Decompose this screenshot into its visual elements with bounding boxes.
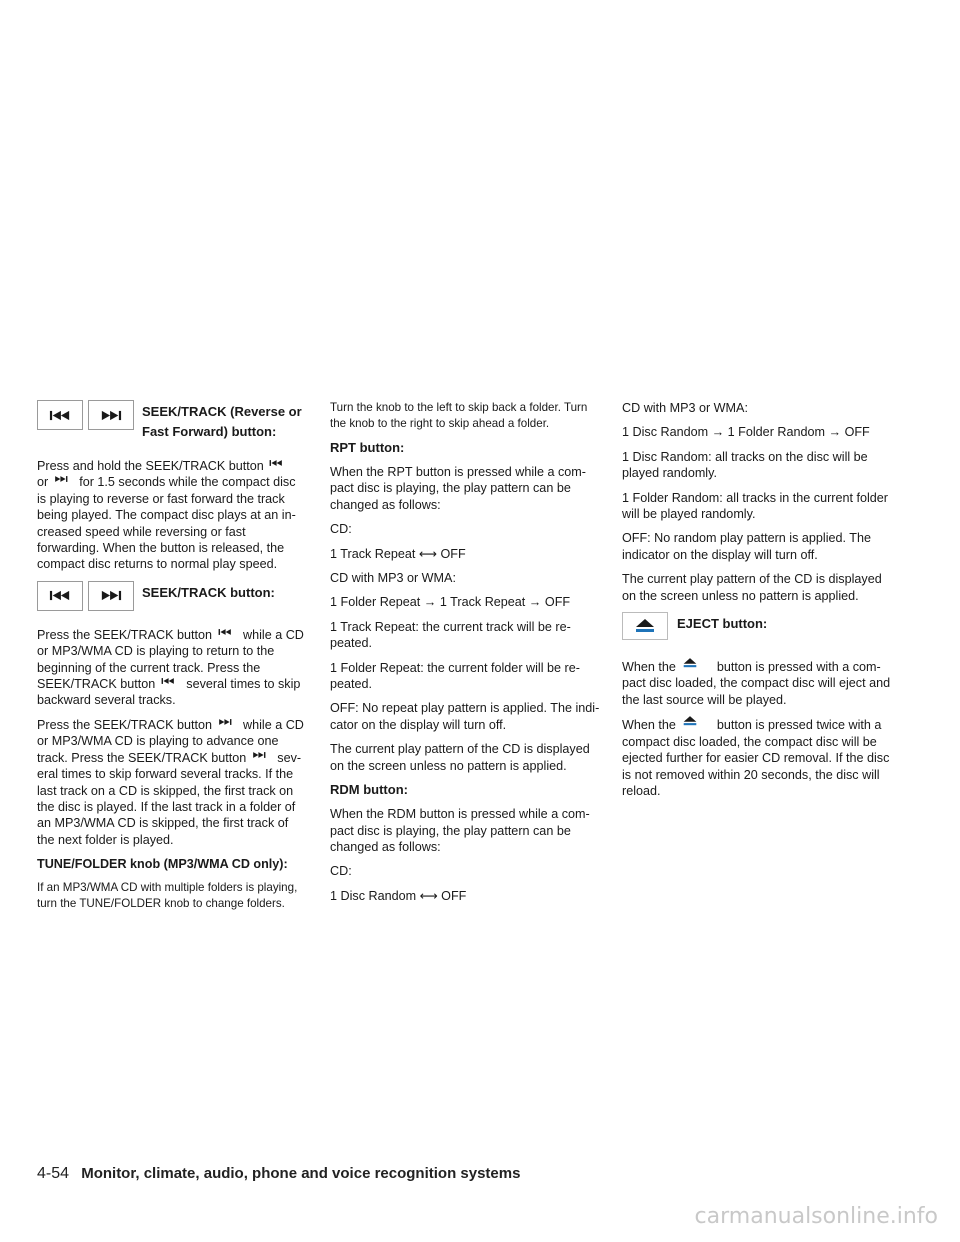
folder-repeat-desc: 1 Folder Repeat: the current folder will be repeated. xyxy=(330,660,580,692)
eject-paragraph-1 xyxy=(622,658,892,708)
skip-back-icon xyxy=(218,628,232,636)
rpt-cd-sequence: 1 Track Repeat ⟷ OFF xyxy=(330,546,466,561)
skip-forward-icon xyxy=(252,751,266,759)
repeat-current-pattern: The current play pattern of the CD is displayed on the screen unless no pattern is applied. xyxy=(330,742,590,773)
text: several times to skip forward several tracks. If the last track on a CD is skipped, the first track on the disc is played. If the last track in a folder of an MP3/WMA CD is skipped, the first track of the next folder is played. xyxy=(37,750,302,847)
reverse-button-graphic xyxy=(37,581,83,611)
text: When the xyxy=(622,718,676,733)
skip-forward-icon xyxy=(100,410,122,421)
tune-folder-heading: TUNE/FOLDER knob (MP3/WMA CD only): xyxy=(37,857,288,872)
tune-folder-paragraph: If an MP3/WMA CD with multiple folders is playing, turn the TUNE/FOLDER knob to change folders. xyxy=(37,881,298,911)
text: or xyxy=(37,475,49,490)
text: for 1.5 seconds while the compact disc is playing to reverse or fast forward the track being played. The compact disc plays at an increased speed while reversing or fast forwarding. When the button is released, the compact disc returns to normal play speed. xyxy=(37,475,296,572)
text: Press the SEEK/TRACK button xyxy=(37,717,212,732)
rpt-cd-label: CD: xyxy=(330,522,352,537)
rpt-heading: RPT button: xyxy=(330,440,405,455)
random-off-desc: OFF: No random play pattern is applied. The indicator on the display will turn off. xyxy=(622,531,871,562)
text: Press and hold the SEEK/TRACK button xyxy=(37,459,264,473)
column-1 xyxy=(37,400,307,920)
hold-seek-paragraph xyxy=(37,458,307,573)
tune-folder-continued: Turn the knob to the left to skip back a folder. Turn the knob to the right to skip ahead a folder. xyxy=(330,401,588,430)
rdm-heading: RDM button: xyxy=(330,782,408,798)
track-repeat-desc: 1 Track Repeat: the current track will be repeated. xyxy=(330,619,571,651)
text: while a CD or MP3/WMA CD is playing to advance one track. Press the SEEK/TRACK button xyxy=(37,717,304,765)
rpt-mp3-label: CD with MP3 or WMA: xyxy=(330,571,456,586)
forward-button-graphic xyxy=(88,581,134,611)
reverse-button-graphic xyxy=(37,400,83,430)
skip-back-icon xyxy=(269,459,283,467)
forward-button-graphic xyxy=(88,400,134,430)
page-number: 4-54 xyxy=(37,1165,70,1182)
column-3 xyxy=(622,400,892,807)
rdm-cd-label: CD: xyxy=(330,864,352,879)
text: When the xyxy=(622,660,676,675)
text: several times to skip backward several tracks. xyxy=(37,677,301,708)
page-footer xyxy=(37,1165,520,1183)
rdm-intro: When the RDM button is pressed while a compact disc is playing, the play pattern can be changed as follows: xyxy=(330,807,590,854)
section-title: Monitor, climate, audio, phone and voice recognition systems xyxy=(81,1165,521,1182)
seek-track-heading-1: SEEK/TRACK (Reverse or Fast Forward) button: xyxy=(142,404,302,439)
text: Press the SEEK/TRACK button xyxy=(37,627,212,642)
eject-button-graphic xyxy=(622,612,668,640)
eject-heading: EJECT button: xyxy=(677,616,768,632)
disc-random-desc: 1 Disc Random: all tracks on the disc will be played randomly. xyxy=(622,449,868,481)
watermark: carmanualsonline.info xyxy=(694,1204,938,1229)
eject-icon xyxy=(683,658,697,668)
rpt-mp3-sequence: 1 Folder Repeat → 1 Track Repeat → OFF xyxy=(330,595,571,610)
seek-track-reverse-fast-forward-header xyxy=(37,400,307,448)
rdm-mp3-sequence: 1 Disc Random → 1 Folder Random → OFF xyxy=(622,425,870,440)
seek-track-header xyxy=(37,581,307,617)
eject-icon xyxy=(683,716,697,726)
folder-random-desc: 1 Folder Random: all tracks in the current folder will be played randomly. xyxy=(622,490,888,522)
repeat-off-desc: OFF: No repeat play pattern is applied. The indicator on the display will turn off. xyxy=(330,701,600,732)
text: button is pressed twice with a compact disc loaded, the compact disc will be ejected further for easier CD removal. If the disc is not removed within 20 seconds, the disc will reload. xyxy=(622,718,890,798)
rdm-mp3-label: CD with MP3 or WMA: xyxy=(622,401,748,415)
seek-back-paragraph xyxy=(37,627,307,709)
seek-track-heading-2: SEEK/TRACK button: xyxy=(142,584,275,600)
skip-back-icon xyxy=(161,677,175,685)
eject-paragraph-2 xyxy=(622,716,892,799)
text: button is pressed with a compact disc loaded, the compact disc will eject and the last source will be played. xyxy=(622,660,891,707)
text: while a CD or MP3/WMA CD is playing to return to the beginning of the current track. Press the SEEK/TRACK button xyxy=(37,627,304,692)
skip-back-icon xyxy=(49,410,71,421)
skip-back-icon xyxy=(49,590,71,601)
column-2 xyxy=(330,400,600,912)
rdm-cd-sequence: 1 Disc Random ⟷ OFF xyxy=(330,888,467,903)
eject-header xyxy=(622,612,892,648)
skip-forward-icon xyxy=(54,475,68,483)
random-current-pattern: The current play pattern of the CD is displayed on the screen unless no pattern is applied. xyxy=(622,572,882,603)
rpt-intro: When the RPT button is pressed while a compact disc is playing, the play pattern can be changed as follows: xyxy=(330,465,586,512)
skip-forward-icon xyxy=(218,718,232,726)
skip-forward-icon xyxy=(100,590,122,601)
eject-icon xyxy=(635,619,655,633)
seek-forward-paragraph xyxy=(37,717,307,848)
